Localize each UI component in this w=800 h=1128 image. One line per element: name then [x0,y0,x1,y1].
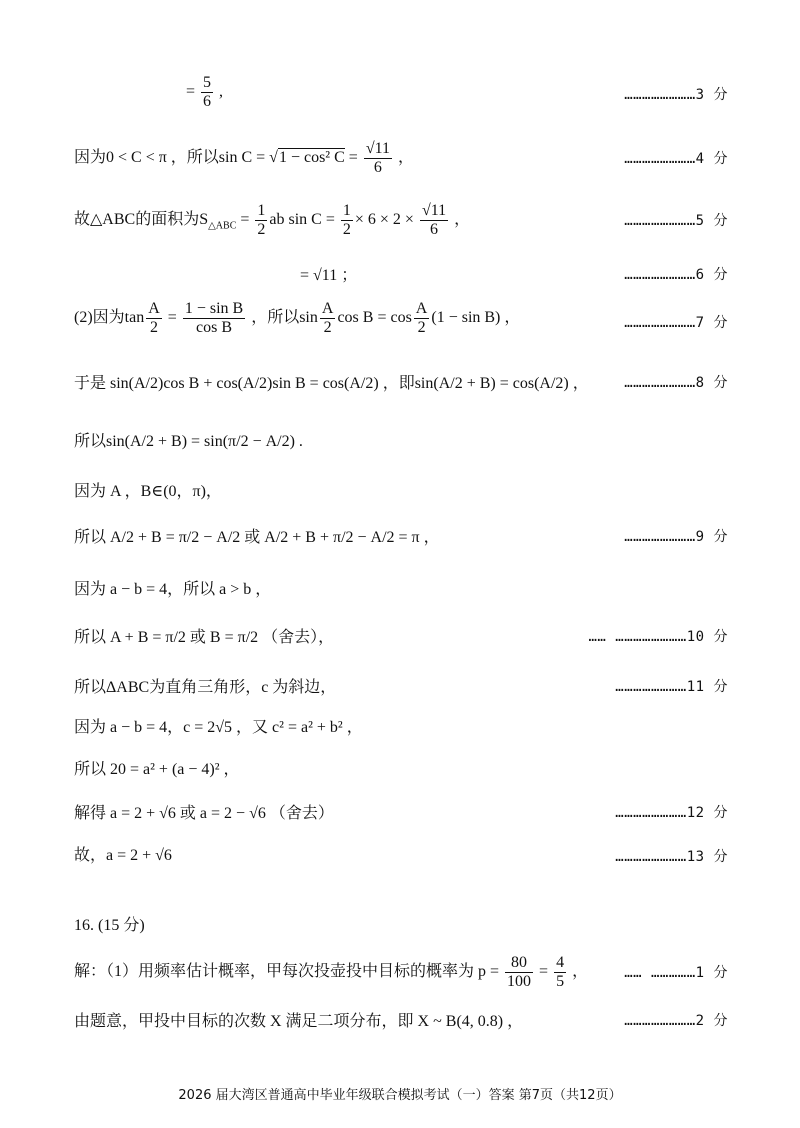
line-19: 由题意，甲投中目标的次数 X 满足二项分布，即 X ~ B(4, 0.8) ， [74,1013,524,1030]
text: ， [568,963,589,981]
denominator: 100 [507,973,532,990]
numerator: A [415,300,428,317]
fraction [341,202,353,239]
text: × 6 × 2 × [354,211,418,229]
line-8: 因为 A ，B∈(0，π)， [74,483,222,500]
fraction [414,300,430,337]
denominator: 6 [420,220,448,239]
fraction [255,202,267,239]
points-6: ……………………8 分 [624,375,728,391]
points-12: ……………………11 分 [615,679,728,695]
page-footer: 2026 届大湾区普通高中毕业年级联合模拟考试（一）答案 第7页（共12页） [178,1088,622,1103]
fraction [183,300,245,337]
points-4: ……………………6 分 [624,267,728,283]
denominator: 2 [146,318,162,337]
subscript: △ABC [208,220,237,232]
text: 故△ABC的面积为S [74,211,209,229]
numerator: 1 [342,202,351,219]
points-3: ……………………5 分 [624,213,728,229]
line-7: 所以sin(A/2 + B) = sin(π/2 − A/2) . [74,433,303,450]
text: 因为0 < C < π ，所以sin C = [74,149,270,167]
points-15: ……………………12 分 [615,805,728,821]
fraction [505,954,533,991]
text: ， [394,149,415,167]
denominator: 6 [364,158,392,177]
numerator: √11 [421,202,447,219]
line-16: 故，a = 2 + √6 [74,847,172,864]
text: ， [450,211,471,229]
denominator: 6 [203,93,212,110]
numerator: 1 − sin B [184,300,244,317]
line-13: 因为 a − b = 4，c = 2√5 ，又 c² = a² + b² ， [74,719,363,736]
numerator: 1 [257,202,266,219]
sqrt-content: 1 − cos² C [278,149,345,167]
points-2: ……………………4 分 [624,151,728,167]
fraction [201,74,213,111]
line-17: 16. (15 分) [74,917,145,934]
text: (1 − sin B) ， [431,309,521,327]
line-9: 所以 A/2 + B = π/2 − A/2 或 A/2 + B + π/2 − A/2 = π ， [74,529,440,546]
denominator: 2 [320,318,336,337]
fraction [364,140,392,177]
points-1: ……………………3 分 [624,87,728,103]
text: = [236,211,254,229]
comma: , [215,83,224,101]
text: = [535,963,553,981]
text: = [344,149,362,167]
numerator: A [148,300,160,317]
denominator: cos B [183,318,245,337]
line-12: 所以ΔABC为直角三角形，c 为斜边， [74,679,337,696]
numerator: 5 [203,74,212,91]
line-4: = √11 ； [300,267,358,284]
text: cos B = cos [337,309,412,327]
numerator: 80 [511,954,528,971]
text: ab sin C = [269,211,339,229]
points-9: ……………………9 分 [624,529,728,545]
fraction [420,202,448,239]
numerator: A [321,300,334,317]
text: ，所以sin [247,309,318,327]
line-11: 所以 A + B = π/2 或 B = π/2 （舍去）， [74,629,335,646]
denominator: 2 [414,318,430,337]
fraction [320,300,336,337]
equals: = [186,83,200,101]
line-15: 解得 a = 2 + √6 或 a = 2 − √6 （舍去） [74,805,334,822]
points-19: ……………………2 分 [624,1013,728,1029]
points-5: ……………………7 分 [624,315,728,331]
text: (2)因为tan [74,309,145,327]
denominator: 2 [257,221,266,238]
text: = [163,309,181,327]
line-10: 因为 a − b = 4，所以 a > b ， [74,581,272,598]
denominator: 2 [342,221,351,238]
line-2: 因为0 < C < π ，所以sin C = √1 − cos² C = $\frac{√11}{6}$ ， [74,140,415,176]
line-14: 所以 20 = a² + (a − 4)² ， [74,761,240,778]
denominator: 5 [556,973,565,990]
numerator: √11 [365,140,390,157]
points-16: ……………………13 分 [615,849,728,865]
points-18: …… ……………1 分 [624,965,728,981]
fraction [146,300,162,337]
text: 解：（1）用频率估计概率，甲每次投壶投中目标的概率为 p = [74,963,504,981]
points-11: …… ……………………10 分 [588,629,728,645]
line-6: 于是 sin(A/2)cos B + cos(A/2)sin B = cos(A/2) ，即sin(A/2 + B) = cos(A/2) ， [74,375,589,392]
numerator: 4 [556,954,565,971]
